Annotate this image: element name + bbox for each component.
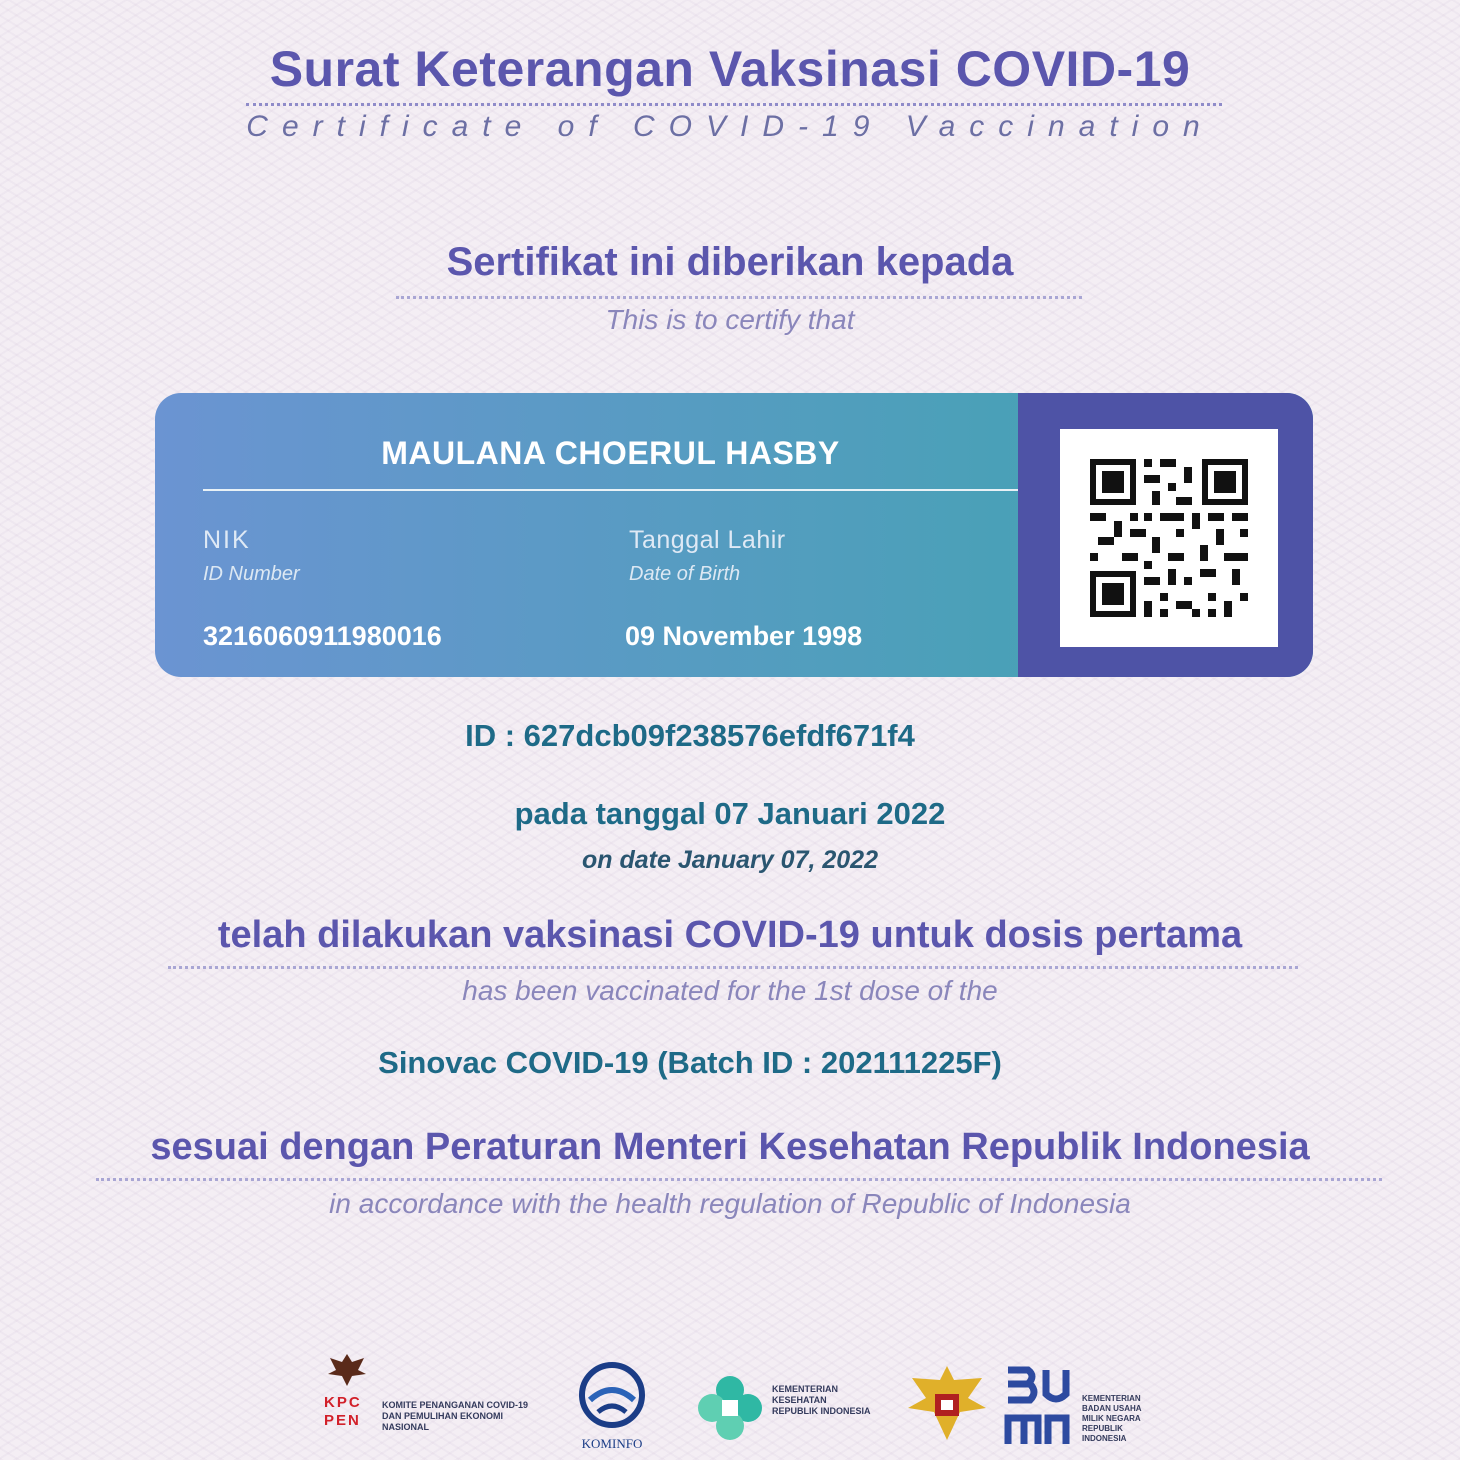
qr-code-icon [1060, 429, 1278, 647]
kpcpen-mark: KPC PEN [324, 1394, 362, 1429]
nik-sublabel: ID Number [203, 563, 300, 585]
vaccination-date-en: on date January 07, 2022 [582, 846, 878, 874]
qr-panel [1018, 393, 1313, 677]
dob-value: 09 November 1998 [625, 621, 863, 651]
bumn-logo [1002, 1364, 1074, 1448]
kominfo-logo [572, 1360, 652, 1460]
vaccination-date: pada tanggal 07 Januari 2022 [514, 796, 946, 831]
bumn-icon [1002, 1364, 1074, 1448]
holder-card [155, 393, 1313, 677]
vaccinated-subheading: has been vaccinated for the 1st dose of the [462, 975, 998, 1006]
garuda-small-icon [322, 1350, 372, 1390]
kemenkes-icon [692, 1370, 768, 1446]
regulation-divider [96, 1178, 1382, 1181]
vaccinated-heading: telah dilakukan vaksinasi COVID-19 untuk dosis pertama [217, 914, 1243, 956]
regulation-subheading: in accordance with the health regulation of Republic of Indonesia [329, 1188, 1131, 1219]
certify-heading: Sertifikat ini diberikan kepada [446, 240, 1014, 284]
name-divider [203, 489, 1018, 491]
dob-label: Tanggal Lahir [629, 526, 786, 554]
qr-code[interactable] [1060, 429, 1278, 647]
kpcpen-text: KOMITE PENANGANAN COVID-19 DAN PEMULIHAN EKONOMI NASIONAL [382, 1400, 529, 1432]
kominfo-text: KOMINFO [581, 1436, 643, 1451]
footer-logos [0, 1340, 1460, 1460]
bumn-text: KEMENTERIAN BADAN USAHA MILIK NEGARA REPUBLIK INDONESIA [1082, 1394, 1142, 1443]
garuda-logo [902, 1360, 992, 1450]
certificate-subtitle: Certificate of COVID-19 Vaccination [246, 110, 1214, 143]
garuda-pancasila-icon [902, 1360, 992, 1450]
holder-name: MAULANA CHOERUL HASBY [381, 435, 840, 471]
kemenkes-text: KEMENTERIAN KESEHATAN REPUBLIK INDONESIA [772, 1384, 871, 1416]
vaccine-batch: Sinovac COVID-19 (Batch ID : 202111225F) [378, 1045, 1002, 1080]
certificate-id: ID : 627dcb09f238576efdf671f4 [465, 718, 915, 753]
nik-value: 3216060911980016 [203, 621, 442, 651]
title-divider [246, 103, 1222, 106]
nik-label: NIK [203, 526, 251, 554]
dob-sublabel: Date of Birth [629, 563, 741, 585]
certify-divider [396, 296, 1082, 299]
vaccinated-divider [168, 966, 1298, 969]
regulation-heading: sesuai dengan Peraturan Menteri Kesehatan Republik Indonesia [150, 1126, 1310, 1168]
certificate-title: Surat Keterangan Vaksinasi COVID-19 [269, 41, 1191, 97]
kominfo-icon [572, 1360, 652, 1430]
kpcpen-logo [322, 1350, 372, 1460]
certify-subheading: This is to certify that [605, 304, 855, 335]
kemenkes-logo [692, 1370, 768, 1446]
